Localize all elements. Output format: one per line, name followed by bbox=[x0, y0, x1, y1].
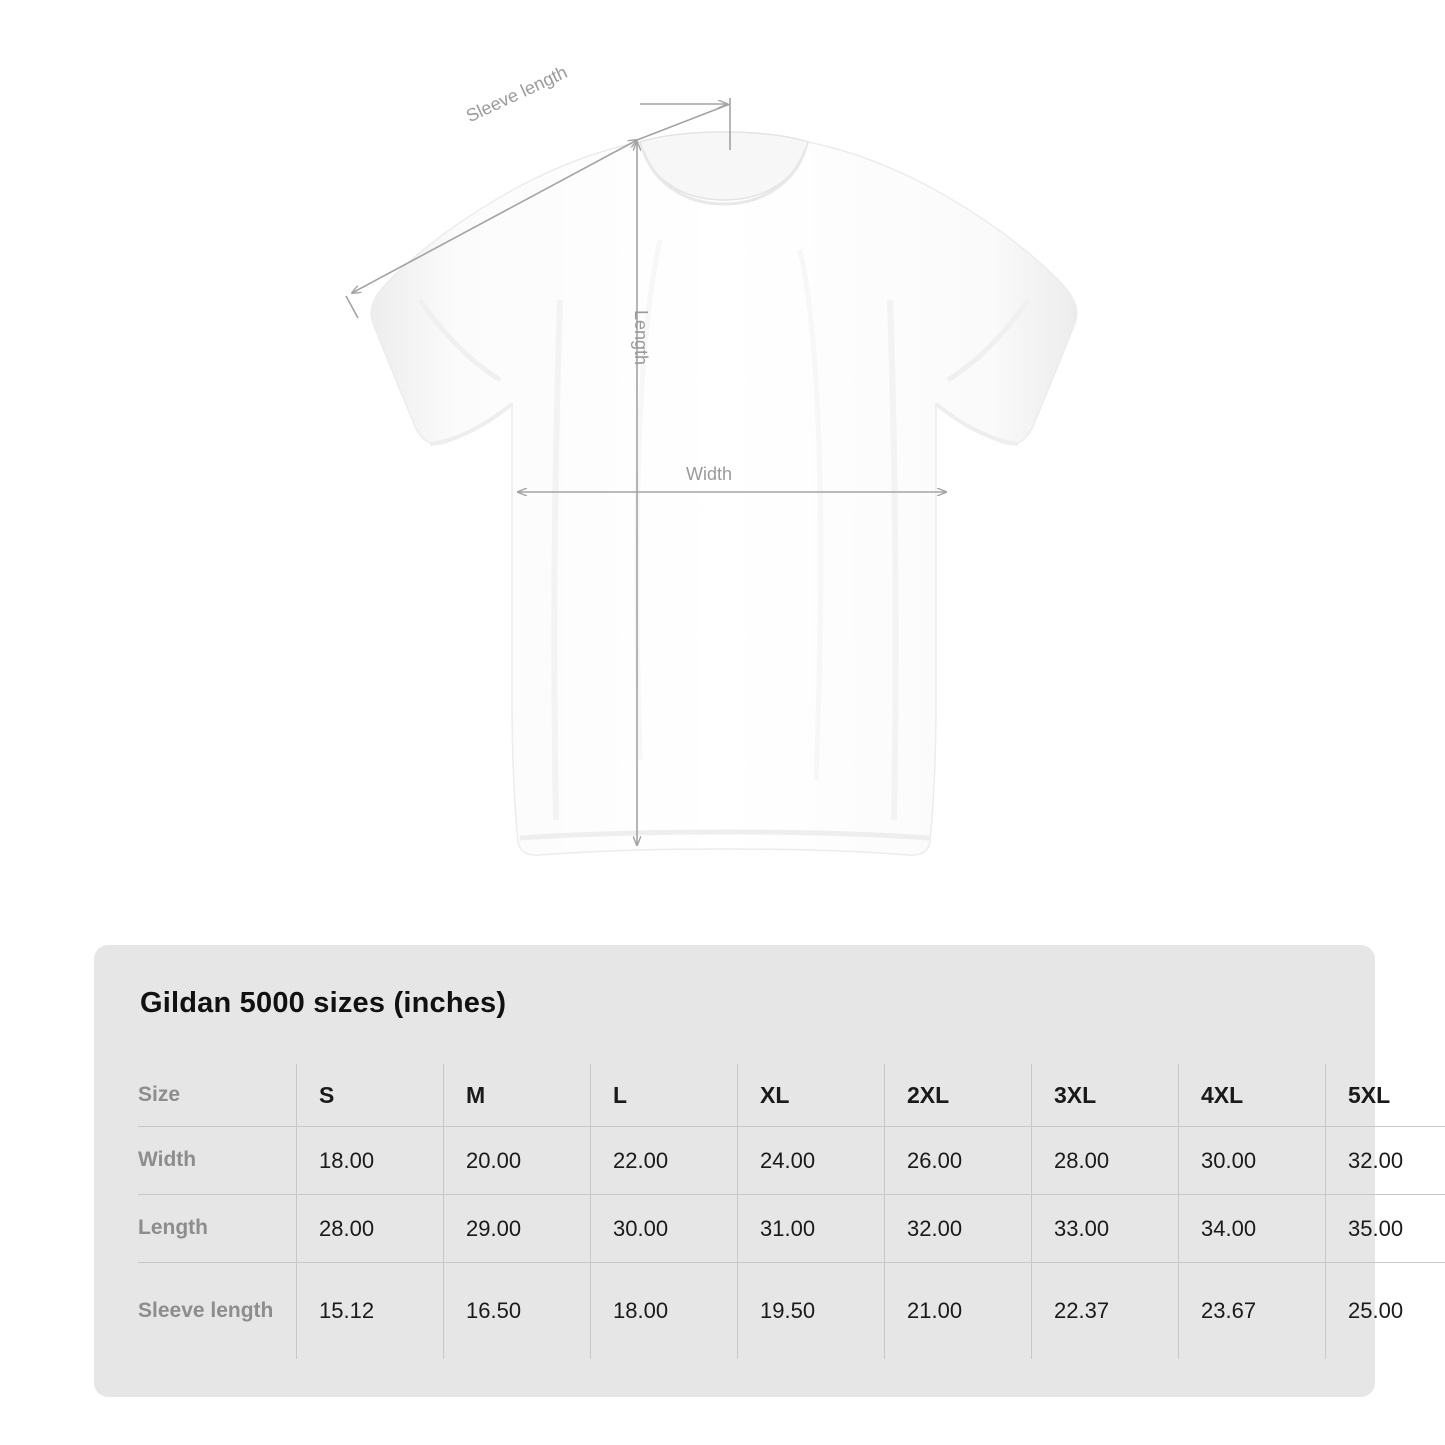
size-header-3xl: 3XL bbox=[1032, 1064, 1179, 1127]
size-header-4xl: 4XL bbox=[1179, 1064, 1326, 1127]
sleeve-2xl: 21.00 bbox=[885, 1263, 1032, 1359]
table-row bbox=[138, 1195, 1445, 1263]
width-label: Width bbox=[686, 464, 733, 484]
size-header-5xl: 5XL bbox=[1326, 1064, 1445, 1127]
length-4xl: 34.00 bbox=[1179, 1195, 1326, 1263]
length-m: 29.00 bbox=[444, 1195, 591, 1263]
length-5xl: 35.00 bbox=[1326, 1195, 1445, 1263]
sleeve-l: 18.00 bbox=[591, 1263, 738, 1359]
length-label: Length bbox=[631, 310, 651, 366]
shirt-shape bbox=[371, 132, 1076, 855]
size-header-xl: XL bbox=[738, 1064, 885, 1127]
sleeve-5xl: 25.00 bbox=[1326, 1263, 1445, 1359]
width-4xl: 30.00 bbox=[1179, 1127, 1326, 1195]
length-2xl: 32.00 bbox=[885, 1195, 1032, 1263]
size-chart-title: Gildan 5000 sizes (inches) bbox=[140, 987, 507, 1019]
size-header-m: M bbox=[444, 1064, 591, 1127]
size-chart-table bbox=[138, 1064, 1445, 1359]
sleeve-s: 15.12 bbox=[297, 1263, 444, 1359]
sleeve-length-tick-left bbox=[346, 296, 358, 318]
width-xl: 24.00 bbox=[738, 1127, 885, 1195]
width-3xl: 28.00 bbox=[1032, 1127, 1179, 1195]
width-s: 18.00 bbox=[297, 1127, 444, 1195]
width-2xl: 26.00 bbox=[885, 1127, 1032, 1195]
sleeve-3xl: 22.37 bbox=[1032, 1263, 1179, 1359]
width-l: 22.00 bbox=[591, 1127, 738, 1195]
table-header-row bbox=[138, 1064, 1445, 1127]
size-chart-card bbox=[94, 945, 1404, 1397]
row-label-width: Width bbox=[138, 1127, 297, 1195]
sleeve-xl: 19.50 bbox=[738, 1263, 885, 1359]
size-header-2xl: 2XL bbox=[885, 1064, 1032, 1127]
size-header-l: L bbox=[591, 1064, 738, 1127]
size-column-header: Size bbox=[138, 1082, 181, 1106]
sleeve-m: 16.50 bbox=[444, 1263, 591, 1359]
length-3xl: 33.00 bbox=[1032, 1195, 1179, 1263]
length-xl: 31.00 bbox=[738, 1195, 885, 1263]
row-label-length: Length bbox=[138, 1195, 297, 1263]
table-row bbox=[138, 1263, 1445, 1359]
table-row bbox=[138, 1127, 1445, 1195]
sleeve-4xl: 23.67 bbox=[1179, 1263, 1326, 1359]
length-l: 30.00 bbox=[591, 1195, 738, 1263]
width-5xl: 32.00 bbox=[1326, 1127, 1445, 1195]
row-label-sleeve-length: Sleeve length bbox=[138, 1263, 297, 1359]
sleeve-length-label: Sleeve length bbox=[463, 61, 571, 127]
size-header-s: S bbox=[297, 1064, 444, 1127]
length-s: 28.00 bbox=[297, 1195, 444, 1263]
width-m: 20.00 bbox=[444, 1127, 591, 1195]
